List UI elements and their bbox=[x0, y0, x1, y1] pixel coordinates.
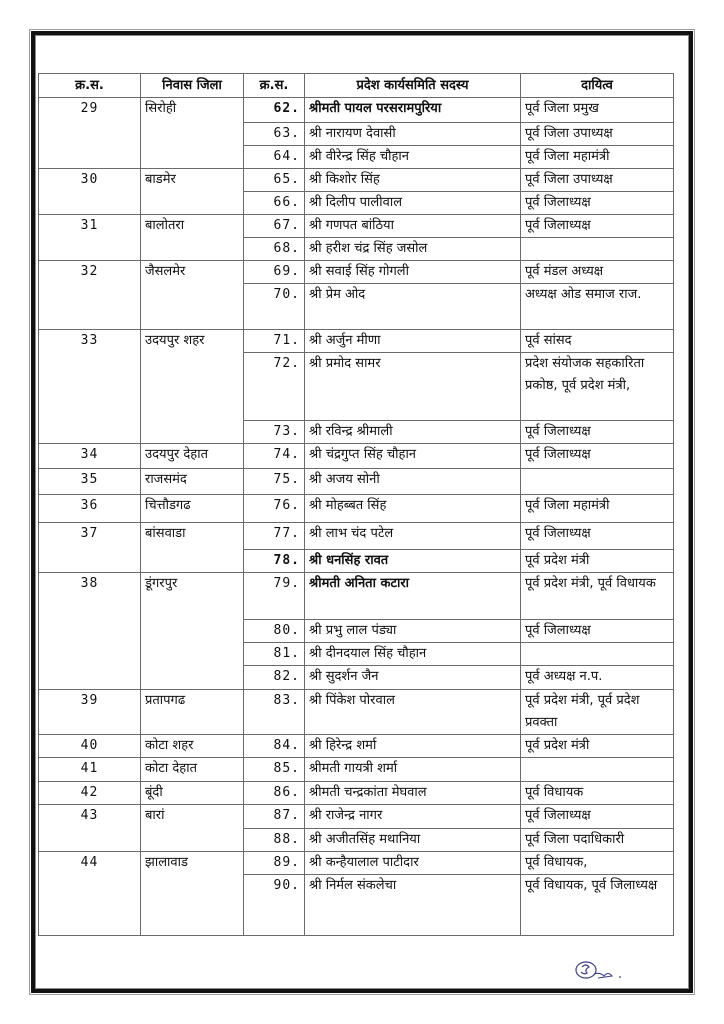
member-name-cell: श्रीमती पायल परसरामपुरिया bbox=[305, 98, 521, 123]
role-cell bbox=[521, 238, 674, 261]
district-cell: उदयपुर देहात bbox=[141, 444, 244, 469]
district-cell: डूंगरपुर bbox=[141, 573, 244, 690]
role-cell: पूर्व जिलाध्यक्ष bbox=[521, 523, 674, 550]
district-cell: जैसलमेर bbox=[141, 261, 244, 330]
role-cell: पूर्व जिला महामंत्री bbox=[521, 146, 674, 169]
role-cell: पूर्व प्रदेश मंत्री, पूर्व प्रदेश प्रवक्ता bbox=[521, 690, 674, 735]
role-cell bbox=[521, 643, 674, 666]
district-cell: बांसवाडा bbox=[141, 523, 244, 573]
table-row bbox=[39, 805, 674, 829]
table-row bbox=[39, 852, 674, 875]
member-sn-cell: 64. bbox=[244, 146, 305, 169]
district-sn-cell: 29 bbox=[39, 98, 141, 169]
table-row bbox=[39, 690, 674, 735]
member-sn-cell: 75. bbox=[244, 469, 305, 495]
member-name-cell: श्री अजीतसिंह मथानिया bbox=[305, 829, 521, 852]
table-row bbox=[39, 758, 674, 782]
district-cell: चित्तौडगढ bbox=[141, 495, 244, 523]
role-cell bbox=[521, 758, 674, 782]
member-sn-cell: 89. bbox=[244, 852, 305, 875]
member-name-cell: श्री लाभ चंद पटेल bbox=[305, 523, 521, 550]
member-name-cell: श्री चंद्रगुप्त सिंह चौहान bbox=[305, 444, 521, 469]
member-name-cell: श्री गणपत बांठिया bbox=[305, 215, 521, 238]
header-role: दायित्व bbox=[521, 74, 674, 98]
member-name-cell: श्री हिरेन्द्र शर्मा bbox=[305, 735, 521, 758]
member-name-cell: श्रीमती अनिता कटारा bbox=[305, 573, 521, 620]
member-name-cell: श्री वीरेन्द्र सिंह चौहान bbox=[305, 146, 521, 169]
member-name-cell: श्री दीनदयाल सिंह चौहान bbox=[305, 643, 521, 666]
role-cell: पूर्व मंडल अध्यक्ष bbox=[521, 261, 674, 284]
role-cell: पूर्व प्रदेश मंत्री bbox=[521, 735, 674, 758]
member-sn-cell: 80. bbox=[244, 620, 305, 643]
role-cell: अध्यक्ष ओड समाज राज. bbox=[521, 284, 674, 330]
district-sn-cell: 31 bbox=[39, 215, 141, 261]
role-cell: पूर्व प्रदेश मंत्री, पूर्व विधायक bbox=[521, 573, 674, 620]
member-name-cell: श्री प्रभु लाल पंड्या bbox=[305, 620, 521, 643]
member-sn-cell: 81. bbox=[244, 643, 305, 666]
member-name-cell: श्री रविन्द्र श्रीमाली bbox=[305, 421, 521, 444]
district-sn-cell: 36 bbox=[39, 495, 141, 523]
district-cell: कोटा देहात bbox=[141, 758, 244, 782]
member-sn-cell: 73. bbox=[244, 421, 305, 444]
role-cell: पूर्व जिला महामंत्री bbox=[521, 495, 674, 523]
role-cell: पूर्व जिला प्रमुख bbox=[521, 98, 674, 123]
table-row bbox=[39, 469, 674, 495]
member-sn-cell: 88. bbox=[244, 829, 305, 852]
member-sn-cell: 69. bbox=[244, 261, 305, 284]
district-cell: झालावाड bbox=[141, 852, 244, 936]
member-sn-cell: 65. bbox=[244, 169, 305, 192]
member-name-cell: श्री निर्मल संकलेचा bbox=[305, 875, 521, 936]
role-cell: प्रदेश संयोजक सहकारिता प्रकोष्ठ, पूर्व प्रदेश मंत्री, bbox=[521, 353, 674, 421]
role-cell: पूर्व जिलाध्यक्ष bbox=[521, 192, 674, 215]
signature-image bbox=[572, 958, 628, 984]
district-sn-cell: 42 bbox=[39, 782, 141, 805]
role-cell: पूर्व विधायक bbox=[521, 782, 674, 805]
member-sn-cell: 84. bbox=[244, 735, 305, 758]
district-cell: बालोतरा bbox=[141, 215, 244, 261]
table-row bbox=[39, 573, 674, 620]
district-sn-cell: 40 bbox=[39, 735, 141, 758]
district-sn-cell: 44 bbox=[39, 852, 141, 936]
member-name-cell: श्री सुदर्शन जैन bbox=[305, 666, 521, 690]
member-sn-cell: 66. bbox=[244, 192, 305, 215]
table-row bbox=[39, 215, 674, 238]
table-row bbox=[39, 523, 674, 550]
district-sn-cell: 43 bbox=[39, 805, 141, 852]
table-row bbox=[39, 444, 674, 469]
member-sn-cell: 74. bbox=[244, 444, 305, 469]
district-sn-cell: 37 bbox=[39, 523, 141, 573]
role-cell: पूर्व प्रदेश मंत्री bbox=[521, 550, 674, 573]
member-sn-cell: 79. bbox=[244, 573, 305, 620]
header-district: निवास जिला bbox=[141, 74, 244, 98]
member-name-cell: श्री सवाई सिंह गोगली bbox=[305, 261, 521, 284]
member-name-cell: श्रीमती गायत्री शर्मा bbox=[305, 758, 521, 782]
member-name-cell: श्री किशोर सिंह bbox=[305, 169, 521, 192]
role-cell: पूर्व जिलाध्यक्ष bbox=[521, 444, 674, 469]
role-cell bbox=[521, 469, 674, 495]
district-cell: बाडमेर bbox=[141, 169, 244, 215]
district-cell: प्रतापगढ bbox=[141, 690, 244, 735]
members-table bbox=[38, 73, 674, 936]
header-member-name: प्रदेश कार्यसमिति सदस्य bbox=[305, 74, 521, 98]
table-row bbox=[39, 98, 674, 123]
role-cell: पूर्व जिलाध्यक्ष bbox=[521, 215, 674, 238]
role-cell: पूर्व जिला पदाधिकारी bbox=[521, 829, 674, 852]
member-sn-cell: 70. bbox=[244, 284, 305, 330]
district-sn-cell: 33 bbox=[39, 330, 141, 444]
member-name-cell: श्री पिंकेश पोरवाल bbox=[305, 690, 521, 735]
role-cell: पूर्व जिला उपाध्यक्ष bbox=[521, 169, 674, 192]
district-sn-cell: 30 bbox=[39, 169, 141, 215]
role-cell: पूर्व जिलाध्यक्ष bbox=[521, 805, 674, 829]
member-sn-cell: 62. bbox=[244, 98, 305, 123]
member-sn-cell: 83. bbox=[244, 690, 305, 735]
district-cell: सिरोही bbox=[141, 98, 244, 169]
member-sn-cell: 85. bbox=[244, 758, 305, 782]
header-district-sn: क्र.स. bbox=[39, 74, 141, 98]
role-cell: पूर्व जिलाध्यक्ष bbox=[521, 421, 674, 444]
member-name-cell: श्री प्रेम ओद bbox=[305, 284, 521, 330]
member-name-cell: श्री मोहब्बत सिंह bbox=[305, 495, 521, 523]
member-sn-cell: 72. bbox=[244, 353, 305, 421]
district-cell: उदयपुर शहर bbox=[141, 330, 244, 444]
role-cell: पूर्व अध्यक्ष न.प. bbox=[521, 666, 674, 690]
member-sn-cell: 63. bbox=[244, 123, 305, 146]
member-sn-cell: 86. bbox=[244, 782, 305, 805]
role-cell: पूर्व विधायक, पूर्व जिलाध्यक्ष bbox=[521, 875, 674, 936]
header-member-sn: क्र.स. bbox=[244, 74, 305, 98]
member-name-cell: श्री अजय सोनी bbox=[305, 469, 521, 495]
district-sn-cell: 34 bbox=[39, 444, 141, 469]
role-cell: पूर्व जिला उपाध्यक्ष bbox=[521, 123, 674, 146]
member-name-cell: श्री अर्जुन मीणा bbox=[305, 330, 521, 353]
member-name-cell: श्री राजेन्द्र नागर bbox=[305, 805, 521, 829]
district-cell: बूंदी bbox=[141, 782, 244, 805]
district-sn-cell: 41 bbox=[39, 758, 141, 782]
member-sn-cell: 76. bbox=[244, 495, 305, 523]
district-sn-cell: 39 bbox=[39, 690, 141, 735]
district-cell: कोटा शहर bbox=[141, 735, 244, 758]
member-sn-cell: 90. bbox=[244, 875, 305, 936]
member-name-cell: श्री नारायण देवासी bbox=[305, 123, 521, 146]
table-row bbox=[39, 169, 674, 192]
district-cell: बारां bbox=[141, 805, 244, 852]
member-sn-cell: 68. bbox=[244, 238, 305, 261]
member-name-cell: श्री कन्हैयालाल पाटीदार bbox=[305, 852, 521, 875]
member-name-cell: श्री धनसिंह रावत bbox=[305, 550, 521, 573]
member-name-cell: श्री हरीश चंद्र सिंह जसोल bbox=[305, 238, 521, 261]
table-row bbox=[39, 261, 674, 284]
role-cell: पूर्व सांसद bbox=[521, 330, 674, 353]
table-row bbox=[39, 495, 674, 523]
member-name-cell: श्री दिलीप पालीवाल bbox=[305, 192, 521, 215]
district-cell: राजसमंद bbox=[141, 469, 244, 495]
table-row bbox=[39, 330, 674, 353]
role-cell: पूर्व विधायक, bbox=[521, 852, 674, 875]
district-sn-cell: 32 bbox=[39, 261, 141, 330]
table-header-row bbox=[39, 74, 674, 98]
member-sn-cell: 78. bbox=[244, 550, 305, 573]
district-sn-cell: 38 bbox=[39, 573, 141, 690]
member-sn-cell: 77. bbox=[244, 523, 305, 550]
member-sn-cell: 82. bbox=[244, 666, 305, 690]
table-body bbox=[39, 98, 674, 936]
member-name-cell: श्रीमती चन्द्रकांता मेघवाल bbox=[305, 782, 521, 805]
role-cell: पूर्व जिलाध्यक्ष bbox=[521, 620, 674, 643]
member-sn-cell: 71. bbox=[244, 330, 305, 353]
table-row bbox=[39, 782, 674, 805]
member-sn-cell: 87. bbox=[244, 805, 305, 829]
member-sn-cell: 67. bbox=[244, 215, 305, 238]
member-name-cell: श्री प्रमोद सामर bbox=[305, 353, 521, 421]
table-row bbox=[39, 735, 674, 758]
district-sn-cell: 35 bbox=[39, 469, 141, 495]
